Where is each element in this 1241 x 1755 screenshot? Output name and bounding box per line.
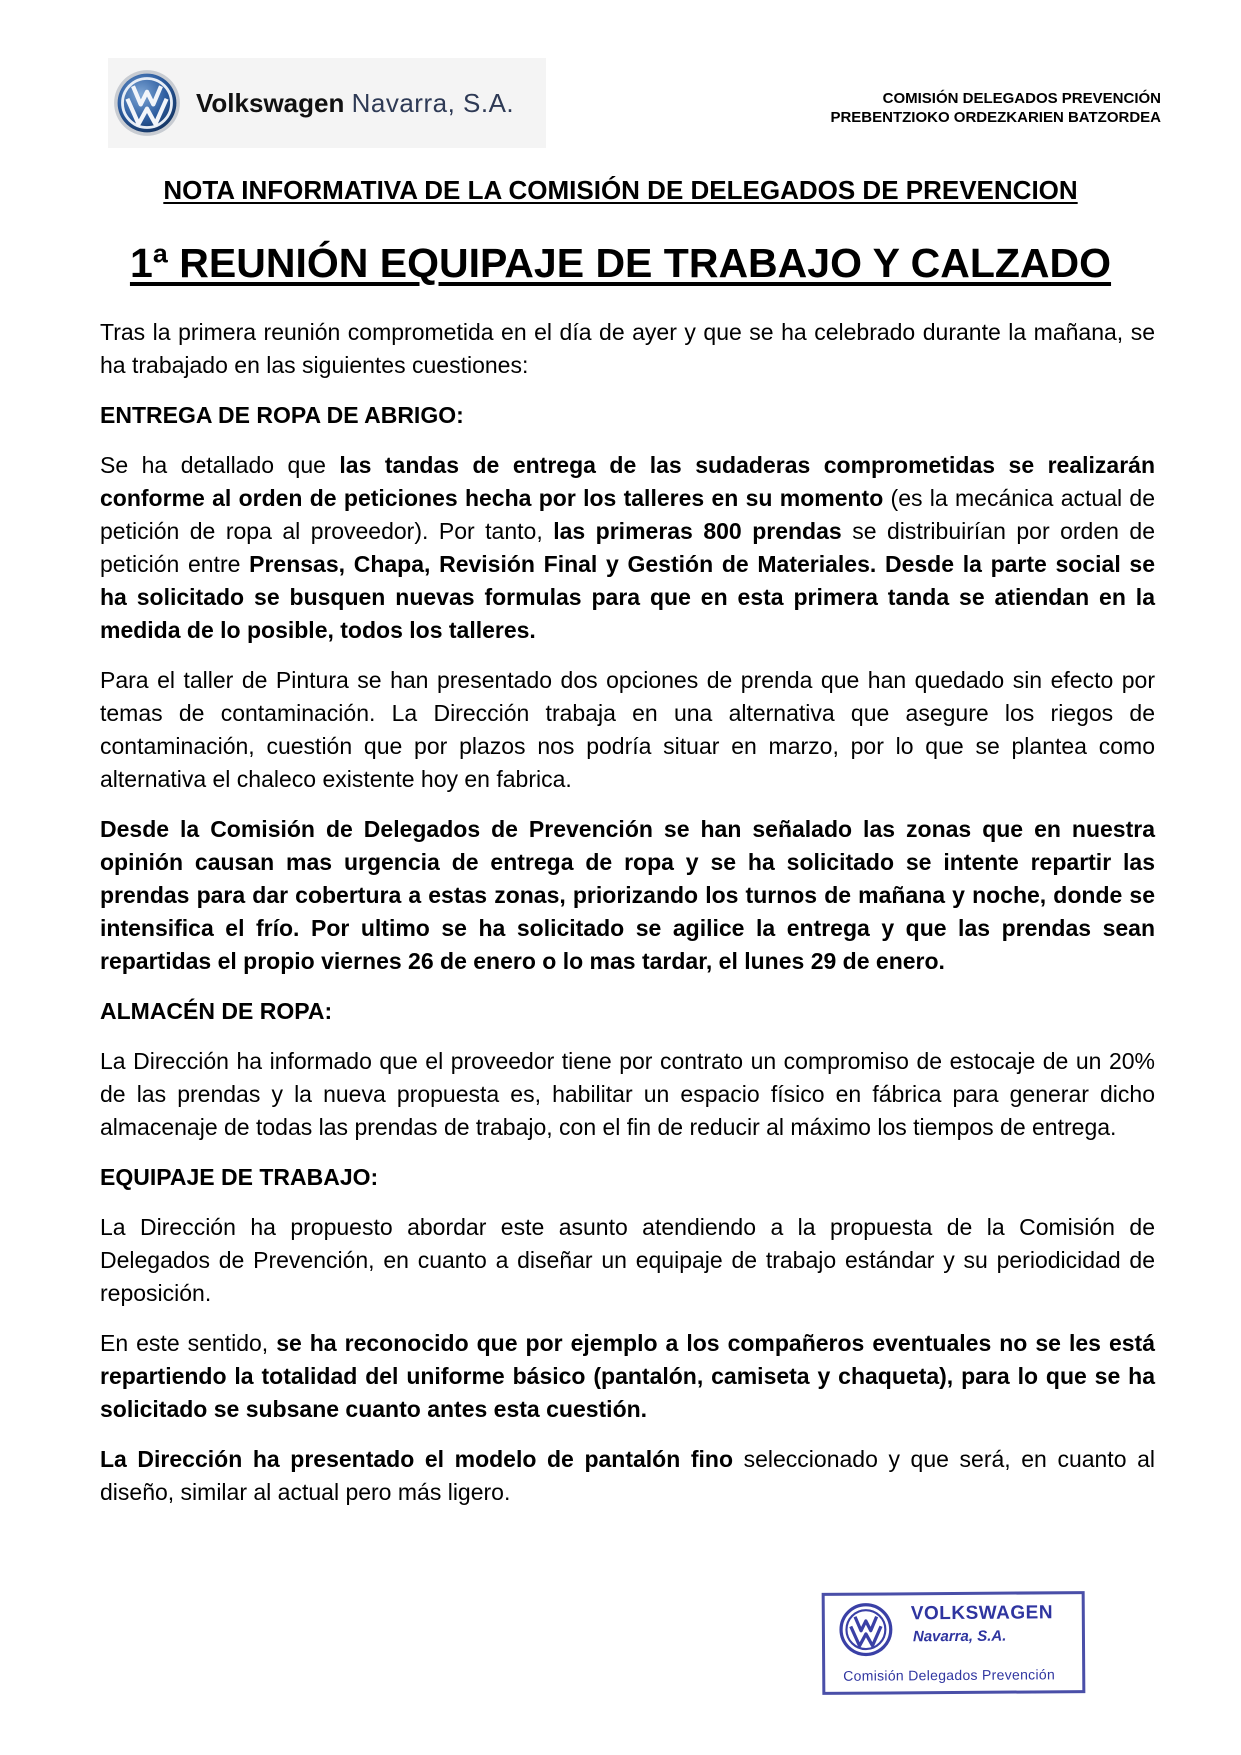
company-name [196,90,514,116]
commission-label [830,89,1161,127]
page-title: 1ª REUNIÓN EQUIPAJE DE TRABAJO Y CALZADO [129,240,1112,286]
paragraph-abrigo-1 [100,449,1155,647]
company-name-regular: Navarra, S.A. [351,88,515,118]
paragraph-abrigo-3: Desde la Comisión de Delegados de Prevención se han señalado las zonas que en nuestra opinión causan mas urgencia de entrega de ropa y se ha solicitado se intente repartir las prendas para dar cobertura a estas zonas, priorizando los turnos de mañana y noche, donde se intensifica el frío. Por ultimo se ha solicitado se agilice la entrega y que las prendas sean repartidas el propio viernes 26 de enero o lo mas tardar, el lunes 29 de enero. [100,816,1155,974]
official-stamp [822,1591,1086,1695]
bold-span: las tandas de entrega de las sudaderas comprometidas se realizarán conforme al orden de peticiones hecha por los talleres en su momento [100,452,1155,511]
text-span: En este sentido, [100,1330,277,1356]
note-title: NOTA INFORMATIVA DE LA COMISIÓN DE DELEGADOS DE PREVENCION [163,175,1078,205]
company-logo [108,58,546,148]
bold-span: La Dirección ha presentado el modelo de pantalón fino [100,1446,734,1472]
document-body [100,316,1155,1526]
text-span: se distribuirían por orden de petición entre [100,518,1156,577]
section-heading-abrigo: ENTREGA DE ROPA DE ABRIGO: [100,402,464,428]
commission-label-eu: PREBENTZIOKO ORDEZKARIEN BATZORDEA [830,109,1161,126]
commission-label-es: COMISIÓN DELEGADOS PREVENCIÓN [882,90,1161,107]
paragraph-almacen-1: La Dirección ha informado que el proveedor tiene por contrato un compromiso de estocaje de un 20% de las prendas y la nueva propuesta es, habilitar un espacio físico en fábrica para generar dicho almacenaje de todas las prendas de trabajo, con el fin de reducir al máximo los tiempos de entrega. [100,1048,1155,1140]
paragraph-equipaje-2 [100,1327,1155,1426]
text-span: Se ha detallado que [100,452,340,478]
stamp-commission: Comisión Delegados Prevención [843,1666,1056,1684]
intro-paragraph: Tras la primera reunión comprometida en el día de ayer y que se ha celebrado durante la mañana, se ha trabajado en las siguientes cuestiones: [100,319,1155,378]
text-span: seleccionado y que será, en cuanto al diseño, similar al actual pero más ligero. [100,1446,1155,1505]
paragraph-abrigo-2: Para el taller de Pintura se han presentado dos opciones de prenda que han quedado sin efecto por temas de contaminación. La Dirección trabaja en una alternativa que asegure los riegos de contaminación, cuestión que por plazos nos podría situar en marzo, por lo que se plantea como alternativa el chaleco existente hoy en fabrica. [100,667,1155,792]
volkswagen-logo-icon [112,68,182,138]
section-heading-almacen: ALMACÉN DE ROPA: [100,998,333,1024]
stamp-vw-logo-icon [839,1602,893,1656]
bold-span: Prensas, Chapa, Revisión Final y Gestión de Materiales. Desde la parte social se ha solicitado se busquen nuevas formulas para que en esta primera tanda se atiendan en la medida de lo posible, todos los talleres. [100,551,1155,643]
paragraph-equipaje-3 [100,1443,1155,1509]
paragraph-equipaje-1: La Dirección ha propuesto abordar este asunto atendiendo a la propuesta de la Comisión de Delegados de Prevención, en cuanto a diseñar un equipaje de trabajo estándar y su periodicidad de reposición. [100,1214,1155,1306]
text-span: (es la mecánica actual de petición de ropa al proveedor). Por tanto, [100,485,1155,544]
stamp-brand: VOLKSWAGEN [910,1602,1054,1625]
document-header [0,0,1241,160]
bold-span: se ha reconocido que por ejemplo a los compañeros eventuales no se les está repartiendo la totalidad del uniforme básico (pantalón, camiseta y chaqueta), para lo que se ha solicitado se subsane cuanto antes esta cuestión. [100,1330,1155,1422]
company-name-bold: Volkswagen [196,88,345,118]
stamp-subtitle: Navarra, S.A. [912,1627,1007,1646]
bold-span: las primeras 800 prendas [553,518,842,544]
section-heading-equipaje: EQUIPAJE DE TRABAJO: [100,1164,379,1190]
